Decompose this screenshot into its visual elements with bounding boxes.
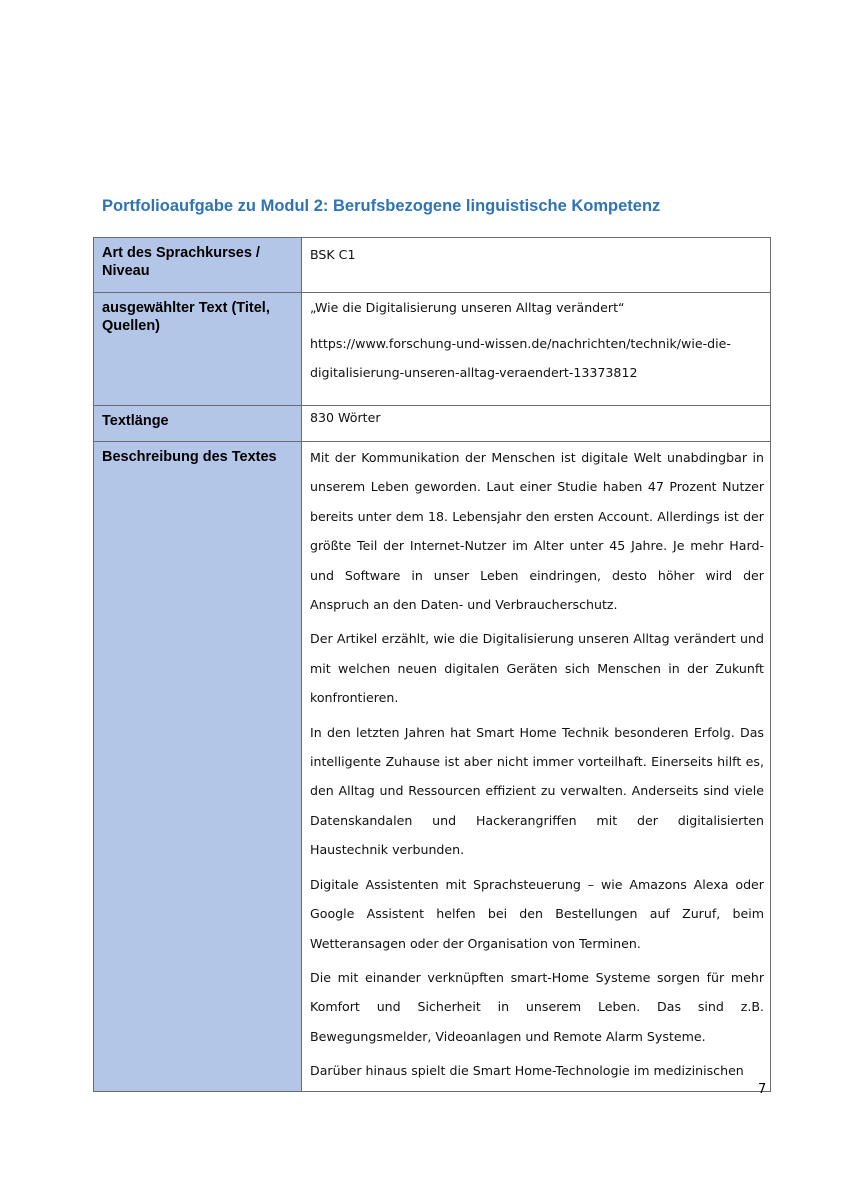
description-paragraph: Der Artikel erzählt, wie die Digitalisierung unseren Alltag verändert und mit welchen neuen digitalen Geräten sich Menschen in der Zukunft konfrontieren.: [310, 631, 764, 706]
description-paragraph: In den letzten Jahren hat Smart Home Technik besonderen Erfolg. Das intelligente Zuhause ist aber nicht immer vorteilhaft. Einerseits hilft es, den Alltag und Ressourcen effizient zu verwalten. Anderseits sind viele Datenskandalen und Hackerangriffen mit der digitalisierten Haustechnik verbunden.: [310, 724, 764, 858]
value-course-level: BSK C1: [310, 247, 356, 262]
article-title: „Wie die Digitalisierung unseren Alltag verändert“: [310, 300, 625, 315]
label-description: Beschreibung des Textes: [94, 442, 302, 1092]
label-selected-text: ausgewählter Text (Titel, Quellen): [94, 293, 302, 406]
description-paragraph: Digitale Assistenten mit Sprachsteuerung – wie Amazons Alexa oder Google Assistent helfen bei den Bestellungen auf Zuruf, beim Wetteransagen oder der Organisation von Terminen.: [310, 876, 764, 951]
value-course-level-cell: [302, 238, 771, 293]
value-text-length: 830 Wörter: [310, 410, 381, 425]
description-paragraph: Darüber hinaus spielt die Smart Home-Technologie im medizinischen: [310, 1063, 744, 1079]
article-source-url: https://www.forschung-und-wissen.de/nachrichten/technik/wie-die-digitalisierung-unseren-alltag-veraendert-13373812: [310, 335, 731, 380]
page-heading: Portfolioaufgabe zu Modul 2: Berufsbezogene linguistische Kompetenz: [102, 197, 661, 215]
page-number: 7: [758, 1082, 767, 1097]
value-selected-text-cell: [302, 293, 771, 406]
label-text-length: Textlänge: [94, 406, 302, 442]
value-text-length-cell: [302, 406, 771, 442]
description-paragraph: Die mit einander verknüpften smart-Home Systeme sorgen für mehr Komfort und Sicherheit in unserem Leben. Das sind z.B. Bewegungsmelder, Videoanlagen und Remote Alarm Systeme.: [310, 969, 764, 1044]
description-paragraph: Mit der Kommunikation der Menschen ist digitale Welt unabdingbar in unserem Leben geworden. Laut einer Studie haben 47 Prozent Nutzer bereits unter dem 18. Lebensjahr den ersten Account. Allerdings ist der größte Teil der Internet-Nutzer im Alter unter 45 Jahre. Je mehr Hard- und Software in unser Leben eindringen, desto höher wird der Anspruch an den Daten- und Verbraucherschutz.: [310, 450, 764, 613]
table-row: [94, 442, 771, 1092]
table-row: [94, 406, 771, 442]
table-row: [94, 238, 771, 293]
value-description-cell: [302, 442, 771, 1092]
label-course-level: Art des Sprachkurses / Niveau: [94, 238, 302, 293]
portfolio-table: [93, 237, 771, 1092]
table-row: [94, 293, 771, 406]
